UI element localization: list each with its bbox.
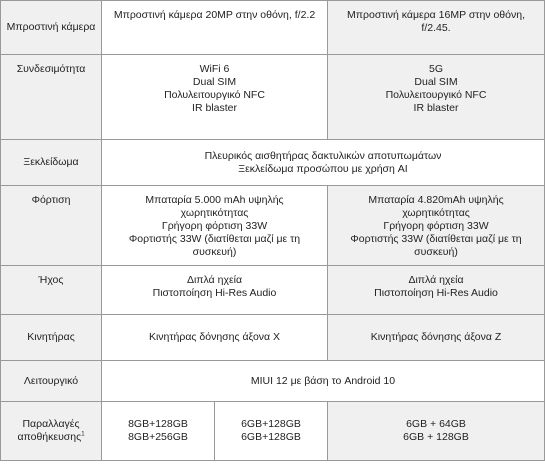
label-text: Φόρτιση	[31, 194, 71, 206]
cell-line: Διπλά ηχεία	[408, 274, 464, 286]
cell-line: 6GB + 64GB	[406, 418, 466, 430]
storage-b	[328, 402, 545, 461]
label-os	[1, 361, 102, 402]
row-os	[1, 361, 545, 402]
cell-line: Πολυλειτουργικό NFC	[164, 89, 265, 101]
cell-line: Μπροστινή κάμερα 16MP στην οθόνη,	[347, 9, 525, 21]
front-camera-b	[328, 1, 545, 55]
row-sound	[1, 266, 545, 315]
cell-line: Μπροστινή κάμερα 20MP στην οθόνη, f/2.2	[113, 9, 316, 21]
footnote-marker: 1	[81, 431, 85, 438]
cell-line: Πλευρικός αισθητήρας δακτυλικών αποτυπωμάτων	[204, 149, 442, 162]
cell-line: χωρητικότητας	[180, 207, 249, 219]
charging-b	[328, 186, 545, 266]
cell-line: 6GB+128GB	[241, 431, 301, 443]
cell-line: Φορτιστής 33W (διατίθεται μαζί με τη	[350, 233, 522, 245]
front-camera-a	[102, 1, 328, 55]
storage-a1	[102, 402, 215, 461]
cell-line: Dual SIM	[192, 76, 237, 88]
cell-line: Φορτιστής 33W (διατίθεται μαζί με τη	[128, 233, 301, 245]
unlock-value	[102, 140, 545, 186]
cell-line: WiFi 6	[199, 63, 230, 75]
connectivity-a	[102, 55, 328, 140]
label-text: Λειτουργικό	[23, 374, 79, 387]
cell-line: συσκευή)	[192, 246, 237, 258]
cell-line: 8GB+128GB	[128, 418, 188, 430]
label-text: Ξεκλείδωμα	[23, 156, 79, 168]
cell-line: Κινητήρας δόνησης άξονα Z	[370, 331, 502, 343]
label-text: Παραλλαγές	[22, 418, 80, 430]
row-motor	[1, 315, 545, 361]
cell-line: Πολυλειτουργικό NFC	[385, 89, 487, 101]
cell-line: Πιστοποίηση Hi-Res Audio	[152, 287, 277, 299]
cell-line: 5G	[429, 63, 444, 75]
label-storage	[1, 402, 102, 461]
label-connectivity	[1, 55, 102, 140]
cell-line: Dual SIM	[414, 76, 458, 88]
sound-a	[102, 266, 328, 315]
cell-line: Πιστοποίηση Hi-Res Audio	[374, 287, 498, 299]
motor-b	[328, 315, 545, 361]
storage-a2	[215, 402, 328, 461]
cell-line: f/2.45.	[421, 22, 451, 34]
connectivity-b	[328, 55, 545, 140]
label-unlock	[1, 140, 102, 186]
cell-line: Μπαταρία 5.000 mAh υψηλής	[145, 194, 284, 206]
cell-line: MIUI 12 με βάση το Android 10	[250, 374, 396, 387]
cell-line: Γρήγορη φόρτιση 33W	[161, 220, 268, 232]
cell-line: Διπλά ηχεία	[186, 274, 243, 286]
row-charging	[1, 186, 545, 266]
cell-line: συσκευή)	[414, 246, 458, 258]
sound-b	[328, 266, 545, 315]
cell-line: Γρήγορη φόρτιση 33W	[383, 220, 489, 232]
motor-a	[102, 315, 328, 361]
label-front-camera	[1, 1, 102, 55]
os-value	[102, 361, 545, 402]
cell-line: Ξεκλείδωμα προσώπου με χρήση AI	[238, 162, 408, 175]
cell-line: Κινητήρας δόνησης άξονα X	[148, 331, 281, 343]
label-charging	[1, 186, 102, 266]
charging-a	[102, 186, 328, 266]
label-text: Ήχος	[38, 274, 64, 286]
cell-line: Μπαταρία 4.820mAh υψηλής	[368, 194, 504, 206]
cell-line: IR blaster	[413, 102, 459, 114]
cell-line: 6GB+128GB	[241, 418, 301, 430]
label-sound	[1, 266, 102, 315]
row-storage	[1, 402, 545, 461]
label-text: Κινητήρας	[27, 331, 75, 343]
label-text: Μπροστινή κάμερα	[6, 21, 96, 33]
row-front-camera	[1, 1, 545, 55]
cell-line: 6GB + 128GB	[403, 431, 469, 443]
label-text: αποθήκευσης	[17, 431, 82, 443]
label-motor	[1, 315, 102, 361]
cell-line: IR blaster	[192, 102, 237, 114]
cell-line: 8GB+256GB	[128, 431, 188, 443]
label-text-wrap	[4, 431, 98, 444]
label-text: Συνδεσιμότητα	[16, 63, 86, 75]
row-unlock	[1, 140, 545, 186]
row-connectivity	[1, 55, 545, 140]
cell-line: χωρητικότητας	[402, 207, 470, 219]
